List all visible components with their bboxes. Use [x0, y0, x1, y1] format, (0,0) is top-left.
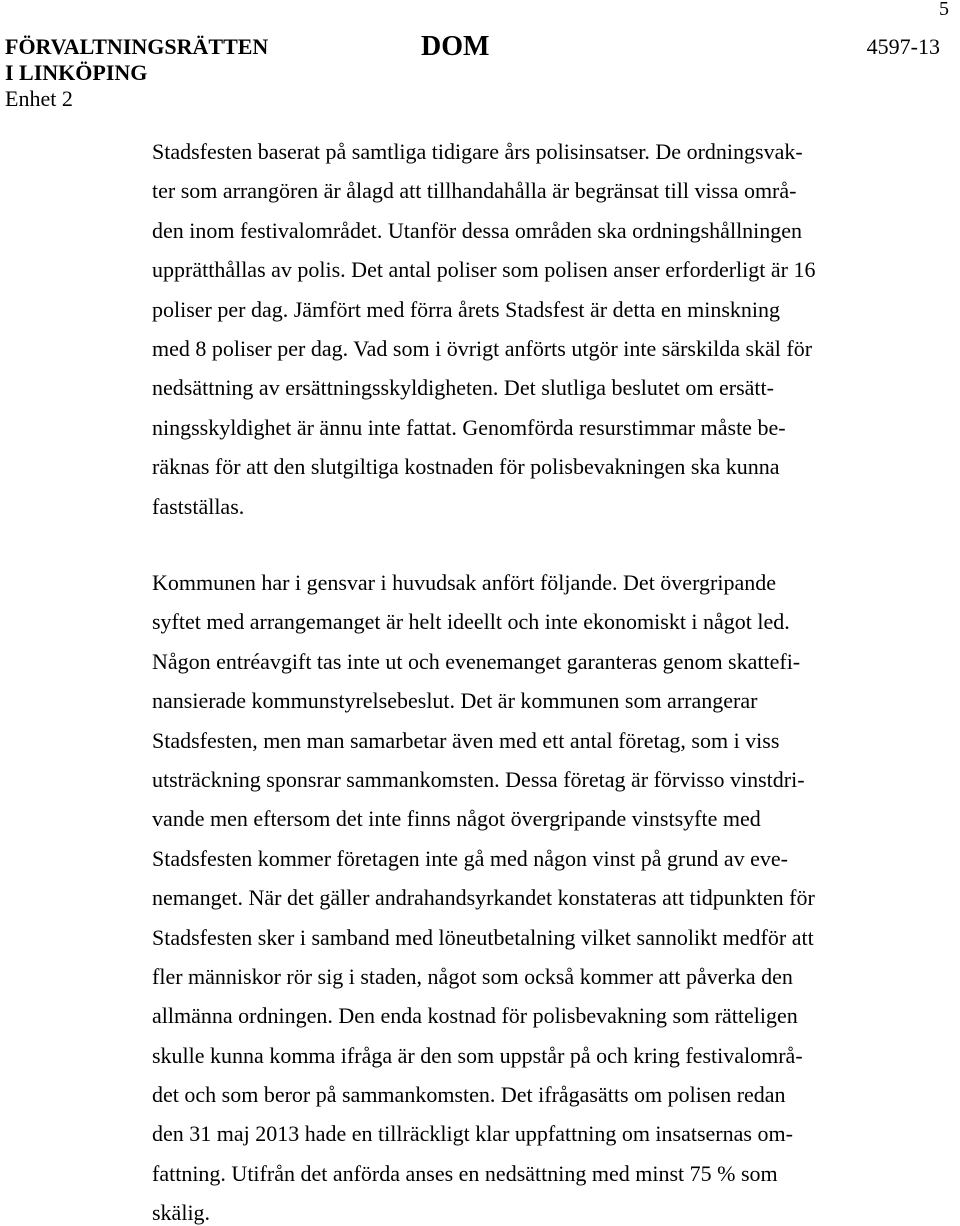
- court-name-line: FÖRVALTNINGSRÄTTEN: [5, 34, 269, 59]
- body-line: Stadsfesten baserat på samtliga tidigare års polisinsatser. De ordningsvak-: [152, 139, 803, 164]
- body-line: fastställas.: [152, 493, 245, 519]
- body-line: nedsättning av ersättningsskyldigheten. Det slutliga beslutet om ersätt-: [152, 375, 774, 401]
- body-line: ter som arrangören är ålagd att tillhandahålla är begränsat till vissa områ-: [152, 178, 797, 204]
- body-line: räknas för att den slutgiltiga kostnaden för polisbevakningen ska kunna: [152, 454, 780, 480]
- body-line: Stadsfesten sker i samband med löneutbetalning vilket sannolikt medför att: [152, 924, 814, 950]
- body-line: den 31 maj 2013 hade en tillräckligt klar uppfattning om insatsernas om-: [152, 1121, 793, 1147]
- body-line: Stadsfesten kommer företagen inte gå med någon vinst på grund av eve-: [152, 845, 788, 871]
- body-line: fler människor rör sig i staden, något som också kommer att påverka den: [152, 963, 793, 989]
- body-line: Kommunen har i gensvar i huvudsak anfört följande. Det övergripande: [152, 570, 776, 595]
- paragraph-2: [152, 571, 815, 1225]
- body-line: utsträckning sponsrar sammankomsten. Dessa företag är förvisso vinstdri-: [152, 766, 805, 792]
- court-header: [5, 34, 268, 112]
- body-line: vande men eftersom det inte finns något övergripande vinstsyfte med: [152, 806, 761, 832]
- body-line: syftet med arrangemanget är helt ideellt och inte ekonomiskt i något led.: [152, 609, 790, 635]
- body-line: den inom festivalområdet. Utanför dessa områden ska ordningshållningen: [152, 217, 803, 243]
- body-line: det och som beror på sammankomsten. Det ifrågasätts om polisen redan: [152, 1082, 786, 1108]
- body-line: Någon entréavgift tas inte ut och evenemanget garanteras genom skattefi-: [152, 648, 801, 674]
- body-line: poliser per dag. Jämfört med förra årets Stadsfest är detta en minskning: [152, 296, 781, 322]
- body-line: upprätthållas av polis. Det antal poliser som polisen anser erforderligt är 16: [152, 257, 816, 283]
- body-line: med 8 poliser per dag. Vad som i övrigt anförts utgör inte särskilda skäl för: [152, 335, 813, 361]
- body-line: ningsskyldighet är ännu inte fattat. Genomförda resurstimmar måste be-: [152, 414, 786, 440]
- body-line: nansierade kommunstyrelsebeslut. Det är kommunen som arrangerar: [152, 688, 758, 714]
- body-line: nemanget. När det gäller andrahandsyrkandet konstateras att tidpunkten för: [152, 885, 815, 911]
- court-location-line: I LINKÖPING: [5, 60, 148, 85]
- body-line: fattning. Utifrån det anförda anses en nedsättning med minst 75 % som: [152, 1160, 778, 1186]
- body-line: allmänna ordningen. Den enda kostnad för polisbevakning som rätteligen: [152, 1003, 798, 1029]
- body-line: skulle kunna komma ifråga är den som uppstår på och kring festivalområ-: [152, 1042, 803, 1068]
- body-line: Stadsfesten, men man samarbetar även med ett antal företag, som i viss: [152, 727, 780, 753]
- page-number: 5: [939, 0, 949, 20]
- court-unit: Enhet 2: [5, 86, 73, 111]
- case-number: 4597-13: [866, 34, 940, 59]
- paragraph-1: [152, 140, 815, 519]
- document-type-title: DOM: [421, 31, 490, 62]
- body-line: skälig.: [152, 1200, 211, 1226]
